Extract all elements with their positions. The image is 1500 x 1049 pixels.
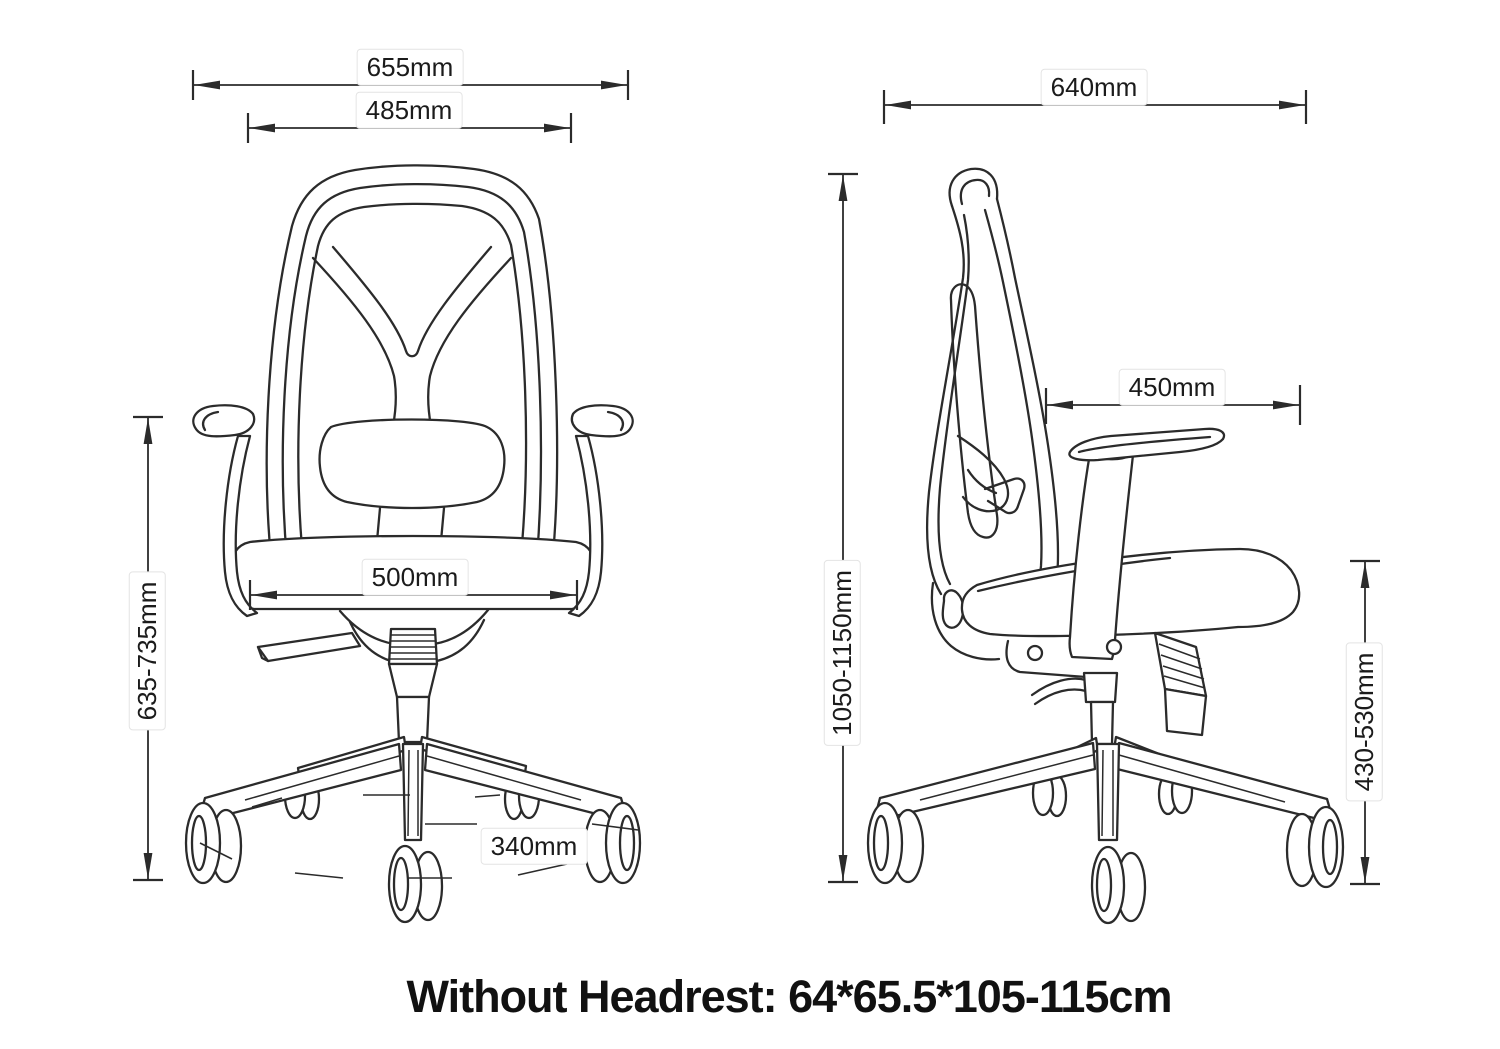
dim-label-front-backrest-width: 485mm <box>356 92 463 129</box>
dim-label-side-overall-height: 1050-1150mm <box>824 560 861 746</box>
dim-label-front-overall-width: 655mm <box>357 49 464 86</box>
dim-label-side-seat-height: 430-530mm <box>1346 643 1383 802</box>
dim-label-front-height-range: 635-735mm <box>129 572 166 731</box>
dim-label-side-overall-depth: 640mm <box>1041 69 1148 106</box>
dim-label-side-seat-depth: 450mm <box>1119 369 1226 406</box>
side-view-drawing <box>868 169 1343 923</box>
front-view-drawing <box>186 165 640 922</box>
dim-label-front-base-span: 340mm <box>481 828 588 865</box>
size-caption: Without Headrest: 64*65.5*105-115cm <box>406 971 1172 1022</box>
dim-label-front-seat-width: 500mm <box>362 559 469 596</box>
